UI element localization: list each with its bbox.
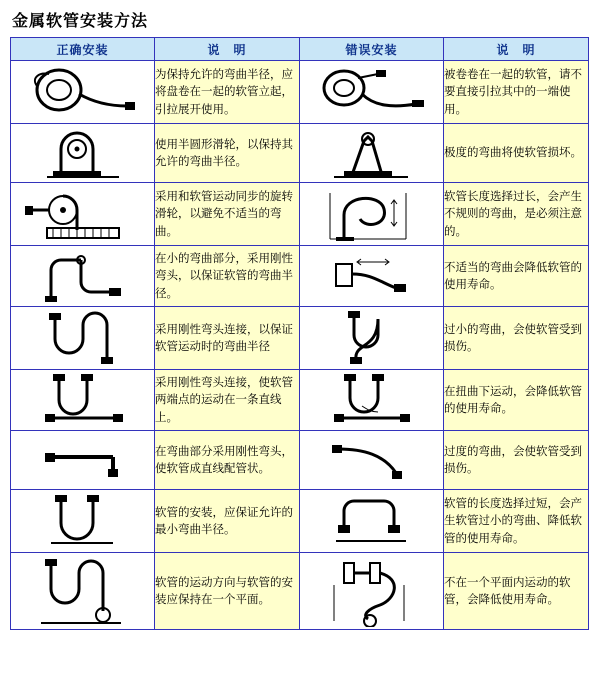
description-cell: 被卷卷在一起的软管，请不要直接引拉其中的一端使用。 xyxy=(444,61,589,124)
rigid-elbow-small-bend-figure xyxy=(21,248,145,304)
same-plane-motion-figure xyxy=(21,555,145,627)
table-row xyxy=(11,431,589,490)
figure-cell-wrong xyxy=(300,370,444,431)
description-cell: 过度的弯曲，会使软管受到损伤。 xyxy=(444,431,589,490)
header-description-wrong: 说 明 xyxy=(444,38,589,61)
figure-cell-correct xyxy=(11,370,155,431)
description-cell: 软管的长度选择过短，会产生软管过小的弯曲、降低软管的使用寿命。 xyxy=(444,490,589,553)
sharp-bend-pulley-figure xyxy=(312,127,432,179)
description-cell: 在小的弯曲部分，采用刚性弯头，以保证软管的弯曲半径。 xyxy=(155,246,300,307)
figure-cell-correct xyxy=(11,246,155,307)
figure-cell-correct xyxy=(11,183,155,246)
figure-cell-wrong xyxy=(300,431,444,490)
table-row xyxy=(11,307,589,370)
improper-bend-short-figure xyxy=(310,248,434,304)
table-row xyxy=(11,370,589,431)
description-cell: 极度的弯曲将使软管损坏。 xyxy=(444,124,589,183)
figure-cell-correct xyxy=(11,553,155,630)
figure-cell-wrong xyxy=(300,553,444,630)
rotating-pulley-sync-figure xyxy=(21,186,145,242)
header-wrong-installation: 错误安装 xyxy=(300,38,444,61)
description-cell: 在弯曲部分采用刚性弯头，使软管成直线配管状。 xyxy=(155,431,300,490)
table-row xyxy=(11,490,589,553)
too-small-bend-figure xyxy=(310,309,434,367)
description-cell: 使用半圆形滑轮，以保持其允许的弯曲半径。 xyxy=(155,124,300,183)
figure-cell-correct xyxy=(11,431,155,490)
description-cell: 采用和软管运动同步的旋转滑轮，以避免不适当的弯曲。 xyxy=(155,183,300,246)
description-cell: 软管长度选择过长，会产生不规则的弯曲，是必须注意的。 xyxy=(444,183,589,246)
min-bend-radius-install-figure xyxy=(21,493,145,549)
rigid-bend-connection-figure xyxy=(21,309,145,367)
semicircular-pulley-figure xyxy=(23,127,143,179)
table-header-row xyxy=(11,38,589,61)
excess-length-loop-figure xyxy=(310,185,434,243)
page-title: 金属软管安装方法 xyxy=(12,11,149,30)
description-cell: 不适当的弯曲会降低软管的使用寿命。 xyxy=(444,246,589,307)
coiled-hose-roll-figure xyxy=(23,64,143,120)
table-row xyxy=(11,246,589,307)
header-correct-installation: 正确安装 xyxy=(11,38,155,61)
table-row xyxy=(11,61,589,124)
figure-cell-wrong xyxy=(300,490,444,553)
description-cell: 为保持允许的弯曲半径，应将盘卷在一起的软管立起，引拉展开使用。 xyxy=(155,61,300,124)
description-cell: 采用刚性弯头连接，使软管两端点的运动在一条直线上。 xyxy=(155,370,300,431)
twisting-motion-figure xyxy=(310,372,434,428)
figure-cell-wrong xyxy=(300,307,444,370)
coiled-hose-pulled-figure xyxy=(312,64,432,120)
rigid-elbow-straight-line-figure xyxy=(21,372,145,428)
figure-cell-correct xyxy=(11,307,155,370)
header-description-correct: 说 明 xyxy=(155,38,300,61)
table-row xyxy=(11,183,589,246)
table-row xyxy=(11,553,589,630)
over-bending-figure xyxy=(310,435,434,485)
table-row xyxy=(11,124,589,183)
figure-cell-wrong xyxy=(300,124,444,183)
too-long-hose-figure xyxy=(310,493,434,549)
description-cell: 在扭曲下运动，会降低软管的使用寿命。 xyxy=(444,370,589,431)
description-cell: 过小的弯曲，会使软管受到损伤。 xyxy=(444,307,589,370)
figure-cell-wrong xyxy=(300,183,444,246)
description-cell: 软管的运动方向与软管的安装应保持在一个平面。 xyxy=(155,553,300,630)
figure-cell-correct xyxy=(11,61,155,124)
description-cell: 软管的安装，应保证允许的最小弯曲半径。 xyxy=(155,490,300,553)
figure-cell-correct xyxy=(11,124,155,183)
different-plane-motion-figure xyxy=(310,555,434,627)
description-cell: 采用刚性弯头连接，以保证软管运动时的弯曲半径 xyxy=(155,307,300,370)
straight-pipe-elbow-figure xyxy=(21,435,145,485)
description-cell: 不在一个平面内运动的软管，会降低使用寿命。 xyxy=(444,553,589,630)
figure-cell-correct xyxy=(11,490,155,553)
figure-cell-wrong xyxy=(300,246,444,307)
figure-cell-wrong xyxy=(300,61,444,124)
hose-installation-table xyxy=(10,37,589,630)
